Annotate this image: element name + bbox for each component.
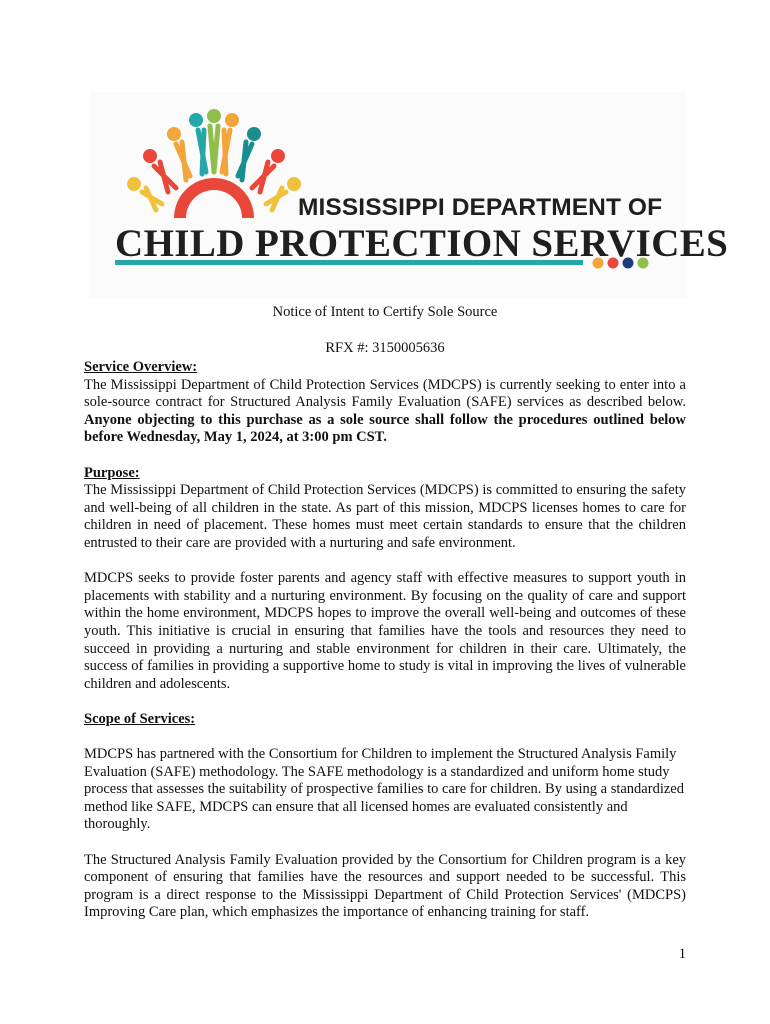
purpose-paragraph-1: The Mississippi Department of Child Protection Services (MDCPS) is committed to ensuring the safety and well-being of all children in the state. As part of this mission, MDCPS licenses homes to care for children in need of placement. These homes must meet certain standards to ensure that the children entrusted to their care are provided with a nurturing and safe environment. [84,482,686,551]
logo-text-line1: MISSISSIPPI DEPARTMENT OF [298,194,663,221]
purpose-heading: Purpose: [84,464,140,481]
rfx-number: RFX #: 3150005636 [325,340,445,356]
mdcps-logo [90,92,729,298]
scope-heading: Scope of Services: [84,710,196,727]
service-overview-paragraph [84,377,686,447]
page-number: 1 [678,946,686,962]
service-overview-deadline: Anyone objecting to this purchase as a sole source shall follow the procedures outlined below before Wednesday, May 1, 2024, at 3:00 pm CST. [84,411,686,446]
logo-text-line2: CHILD PROTECTION SERVICES [115,222,729,265]
document-body [84,359,686,922]
notice-title: Notice of Intent to Certify Sole Source [272,304,498,320]
scope-paragraph-2: The Structured Analysis Family Evaluation provided by the Consortium for Children program is a key component of ensuring that families have the resources and support needed to be successful. This program is a direct response to the Mississippi Department of Child Protection Services' (MDCPS) Improving Care plan, which emphasizes the importance of enhancing training for staff. [84,851,686,921]
scope-paragraph-1: MDCPS has partnered with the Consortium for Children to implement the Structured Analysis Family Evaluation (SAFE) methodology. The SAFE methodology is a standardized and uniform home study process that assesses the suitability of prospective families to care for children. By using a standardized method like SAFE, MDCPS can ensure that all licensed homes are evaluated consistently and thoroughly. [84,746,684,833]
service-overview-heading: Service Overview: [84,359,198,375]
purpose-paragraph-2: MDCPS seeks to provide foster parents and agency staff with effective measures to support youth in placements with stability and a nurturing environment. By focusing on the quality of care and support within the home environment, MDCPS hopes to improve the overall well-being and outcomes of these youth. This initiative is crucial in ensuring that families have the tools and resources they need to succeed in providing a nurturing and stable environment for children in their care. Ultimately, the success of families in providing a supportive home to study is vital in improving the lives of vulnerable children and adolescents. [84,570,686,692]
service-overview-text: The Mississippi Department of Child Protection Services (MDCPS) is currently seeking to enter into a sole-source contract for Structured Analysis Family Evaluation (SAFE) services as described below. [84,376,686,411]
